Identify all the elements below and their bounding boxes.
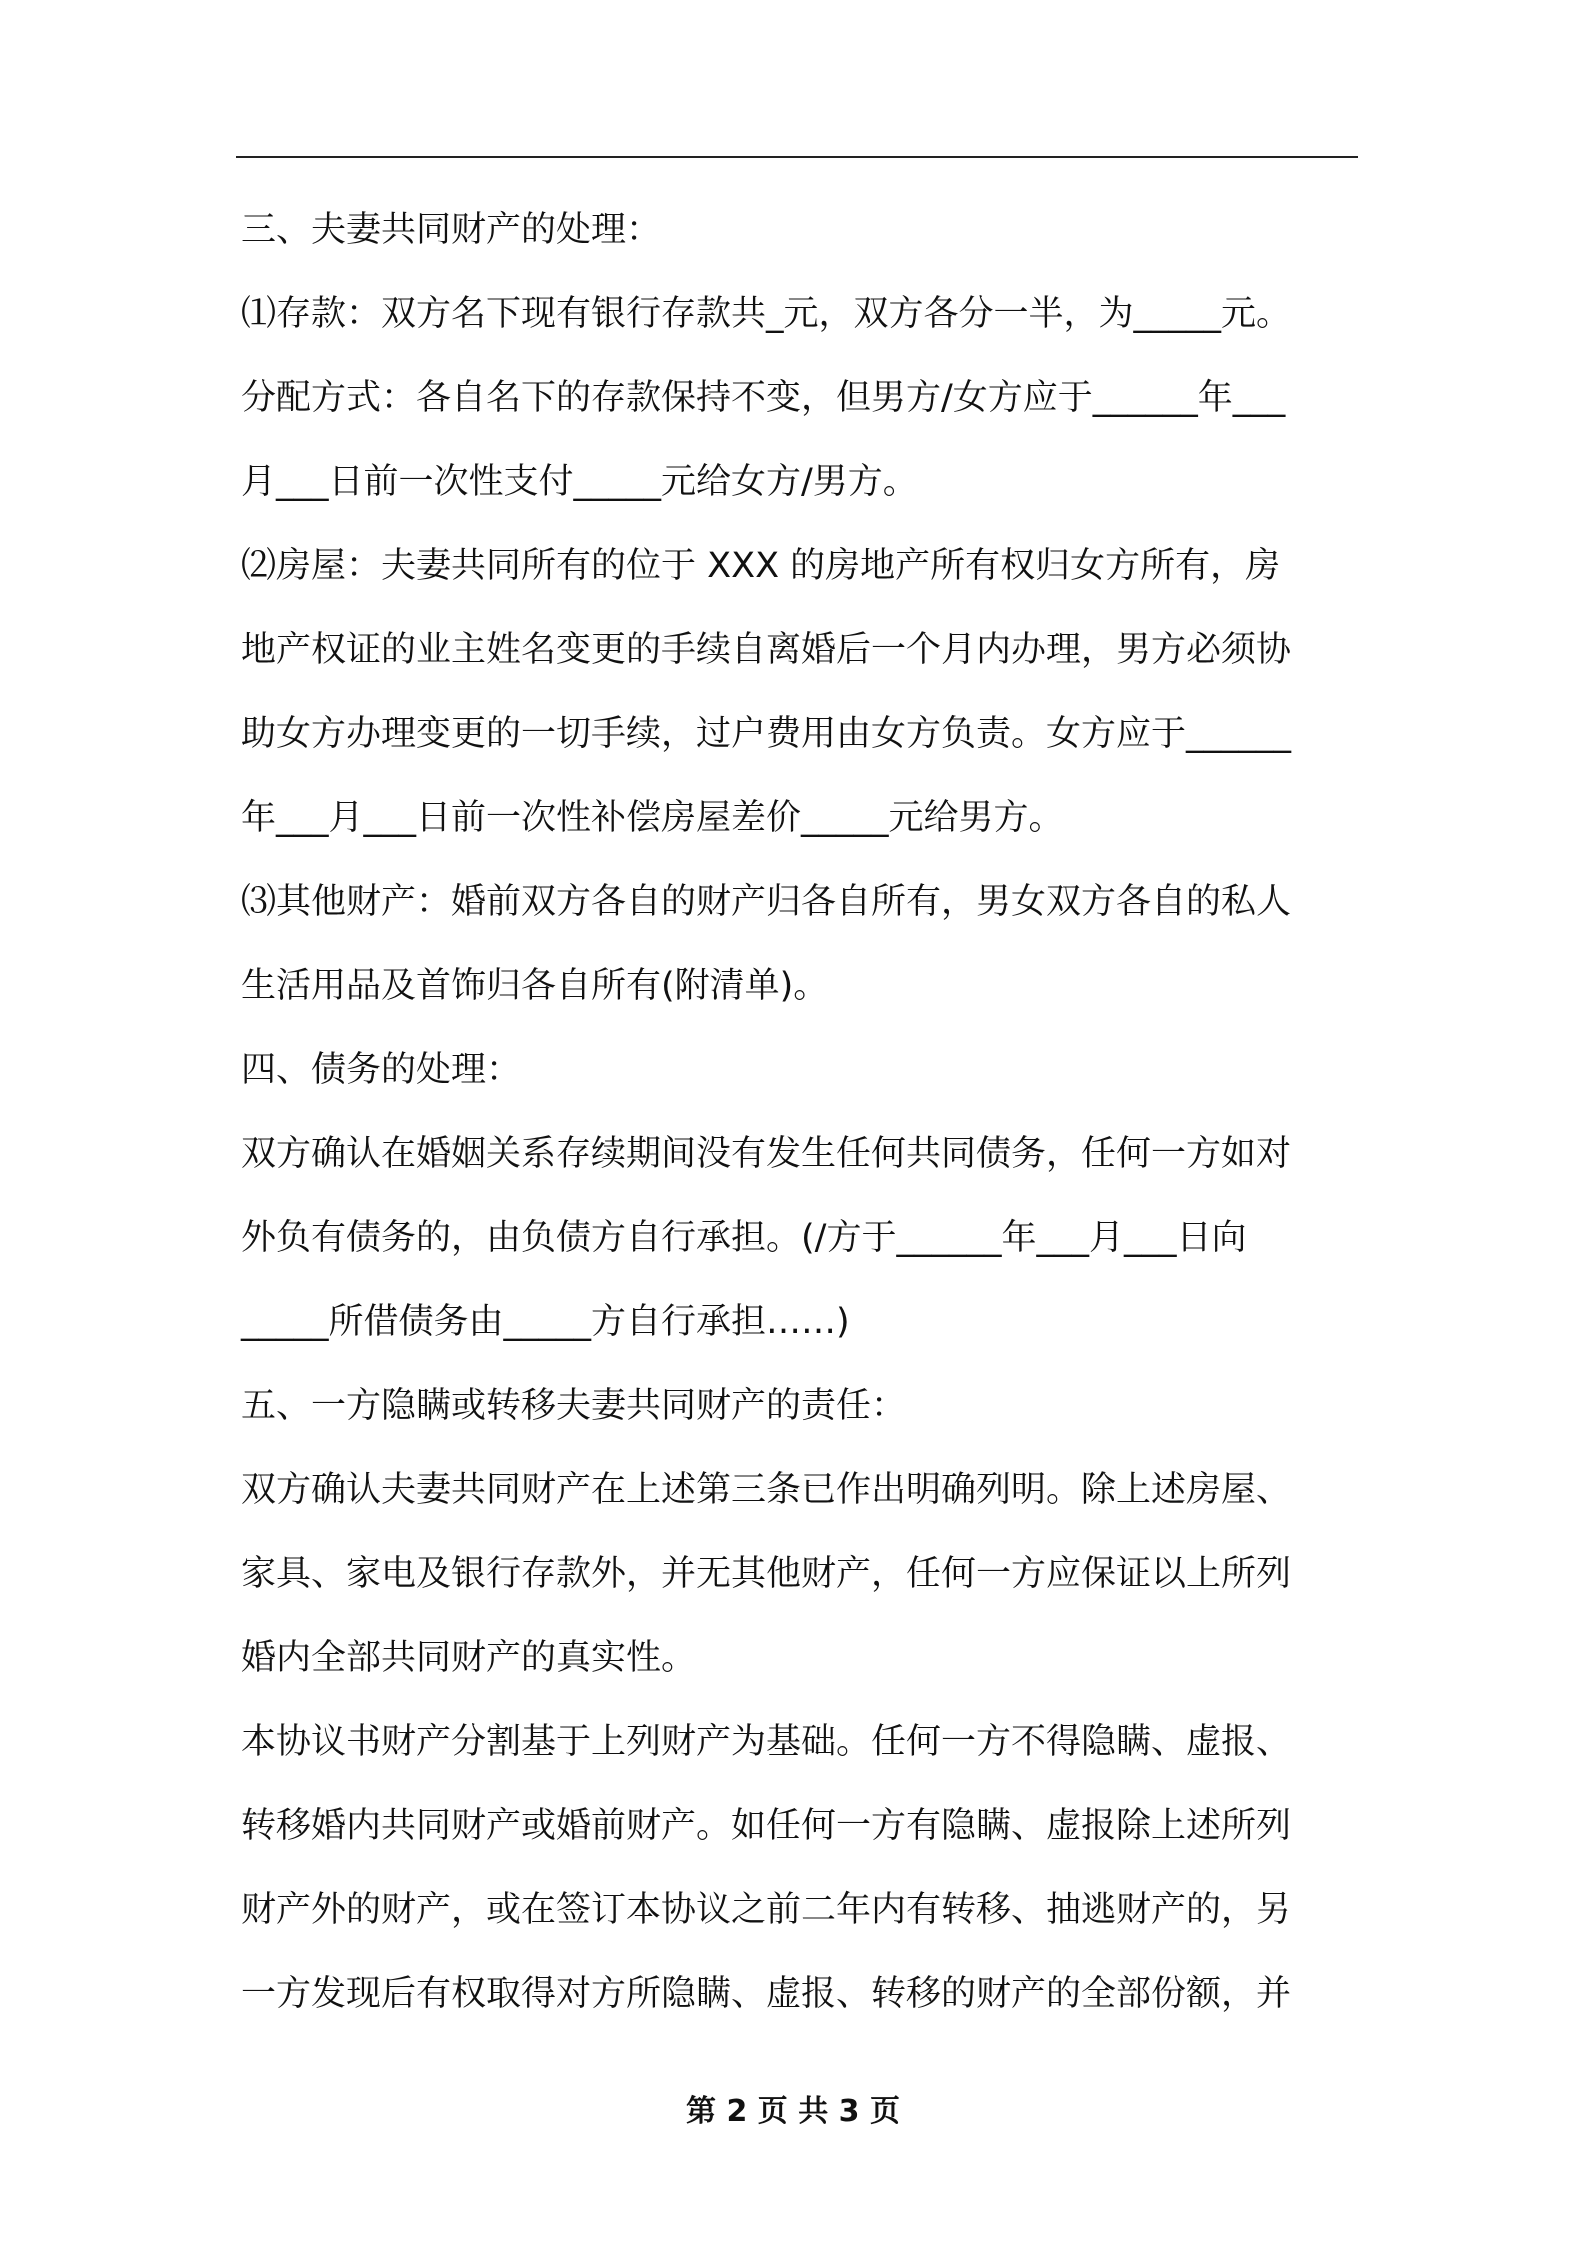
- page-number-footer: 第 2 页 共 3 页: [686, 2094, 900, 2129]
- text-line: 助女方办理变更的一切手续，过户费用由女方负责。女方应于______: [241, 714, 1292, 754]
- text-line: 地产权证的业主姓名变更的手续自离婚后一个月内办理，男方必须协: [241, 630, 1292, 670]
- header-rule: [236, 156, 1358, 158]
- section-heading-5: 五、一方隐瞒或转移夫妻共同财产的责任：: [241, 1386, 907, 1426]
- text-line: 分配方式：各自名下的存款保持不变，但男方/女方应于______年___: [241, 378, 1286, 418]
- section-heading-3: 三、夫妻共同财产的处理：: [241, 210, 662, 250]
- section-heading-4: 四、债务的处理：: [241, 1050, 522, 1090]
- document-body: [241, 198, 1361, 2046]
- text-line: 财产外的财产，或在签订本协议之前二年内有转移、抽逃财产的，另: [241, 1890, 1292, 1930]
- text-line: 月___日前一次性支付_____元给女方/男方。: [241, 462, 918, 502]
- text-line: ⑴存款：双方名下现有银行存款共_元，双方各分一半，为_____元。: [241, 294, 1292, 334]
- text-line: 本协议书财产分割基于上列财产为基础。任何一方不得隐瞒、虚报、: [241, 1722, 1292, 1762]
- text-line: 家具、家电及银行存款外，并无其他财产，任何一方应保证以上所列: [241, 1554, 1292, 1594]
- text-line: 婚内全部共同财产的真实性。: [241, 1638, 697, 1678]
- text-line: 转移婚内共同财产或婚前财产。如任何一方有隐瞒、虚报除上述所列: [241, 1806, 1292, 1846]
- text-line: 双方确认夫妻共同财产在上述第三条已作出明确列明。除上述房屋、: [241, 1470, 1292, 1510]
- text-line: 年___月___日前一次性补偿房屋差价_____元给男方。: [241, 798, 1064, 838]
- text-line: 一方发现后有权取得对方所隐瞒、虚报、转移的财产的全部份额，并: [241, 1974, 1292, 2014]
- text-line: ⑵房屋：夫妻共同所有的位于 XXX 的房地产所有权归女方所有，房: [241, 546, 1281, 586]
- text-line: 双方确认在婚姻关系存续期间没有发生任何共同债务，任何一方如对: [241, 1134, 1292, 1174]
- text-line: _____所借债务由_____方自行承担……): [241, 1302, 850, 1342]
- text-line: 外负有债务的，由负债方自行承担。(/方于______年___月___日向: [241, 1218, 1247, 1258]
- text-line: ⑶其他财产：婚前双方各自的财产归各自所有，男女双方各自的私人: [241, 882, 1292, 922]
- text-line: 生活用品及首饰归各自所有(附清单)。: [241, 966, 829, 1006]
